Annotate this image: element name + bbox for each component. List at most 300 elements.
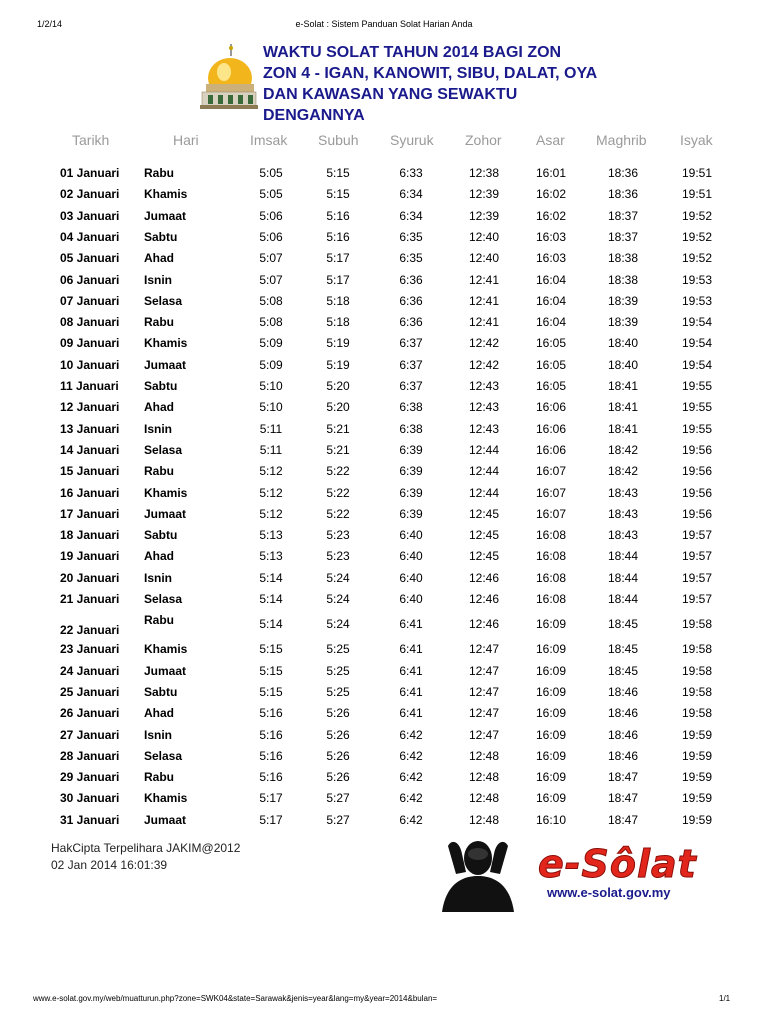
col-head-asar: Asar xyxy=(536,132,565,148)
cell-maghrib: 18:38 xyxy=(607,272,639,287)
cell-maghrib: 18:41 xyxy=(607,400,639,415)
cell-tarikh: 21 Januari xyxy=(60,592,120,606)
cell-asar: 16:09 xyxy=(535,770,567,785)
cell-asar: 16:10 xyxy=(535,812,567,827)
cell-subuh: 5:26 xyxy=(326,748,350,763)
cell-syuruk: 6:41 xyxy=(399,706,423,721)
page-title xyxy=(263,42,683,126)
table-row xyxy=(0,507,768,525)
cell-imsak: 5:14 xyxy=(259,617,283,632)
cell-syuruk: 6:38 xyxy=(399,421,423,436)
cell-tarikh: 13 Januari xyxy=(60,421,120,436)
cell-maghrib: 18:44 xyxy=(607,570,639,585)
print-header-date: 1/2/14 xyxy=(37,19,63,29)
cell-maghrib: 18:43 xyxy=(607,485,639,500)
cell-subuh: 5:25 xyxy=(326,684,350,699)
table-row xyxy=(0,315,768,333)
cell-maghrib: 18:44 xyxy=(607,592,639,606)
cell-asar: 16:09 xyxy=(535,663,567,678)
cell-hari: Rabu xyxy=(144,613,174,628)
cell-subuh: 5:24 xyxy=(326,617,350,632)
cell-tarikh: 19 Januari xyxy=(60,549,120,564)
cell-asar: 16:09 xyxy=(535,684,567,699)
cell-tarikh: 01 Januari xyxy=(60,166,120,180)
cell-isyak: 19:52 xyxy=(681,208,713,223)
cell-asar: 16:06 xyxy=(535,421,567,436)
cell-maghrib: 18:37 xyxy=(607,229,639,244)
cell-zohor: 12:44 xyxy=(468,485,500,500)
cell-subuh: 5:15 xyxy=(326,187,350,202)
cell-zohor: 12:43 xyxy=(468,379,500,393)
cell-syuruk: 6:39 xyxy=(399,464,423,479)
cell-imsak: 5:16 xyxy=(259,727,283,742)
cell-maghrib: 18:41 xyxy=(607,421,639,436)
table-header xyxy=(0,132,768,152)
cell-zohor: 12:44 xyxy=(468,464,500,479)
cell-tarikh: 09 Januari xyxy=(60,336,120,351)
title-line-1: WAKTU SOLAT TAHUN 2014 BAGI ZON xyxy=(263,44,562,61)
table-row xyxy=(0,251,768,269)
cell-tarikh: 20 Januari xyxy=(60,570,120,585)
cell-zohor: 12:46 xyxy=(468,592,500,606)
cell-isyak: 19:57 xyxy=(681,549,713,564)
cell-isyak: 19:57 xyxy=(681,528,713,543)
table-row xyxy=(0,728,768,746)
cell-asar: 16:09 xyxy=(535,791,567,806)
cell-hari: Khamis xyxy=(144,187,188,202)
cell-hari: Rabu xyxy=(144,770,174,785)
cell-subuh: 5:20 xyxy=(326,400,350,415)
cell-maghrib: 18:39 xyxy=(607,315,639,330)
cell-maghrib: 18:36 xyxy=(607,166,639,180)
table-row xyxy=(0,443,768,461)
cell-imsak: 5:12 xyxy=(259,464,283,479)
cell-tarikh: 06 Januari xyxy=(60,272,120,287)
cell-subuh: 5:23 xyxy=(326,528,350,543)
table-row xyxy=(0,706,768,724)
cell-imsak: 5:09 xyxy=(259,357,283,372)
cell-zohor: 12:40 xyxy=(468,229,500,244)
cell-isyak: 19:56 xyxy=(681,442,713,457)
cell-isyak: 19:51 xyxy=(681,166,713,180)
table-row xyxy=(0,400,768,418)
cell-tarikh: 31 Januari xyxy=(60,812,120,827)
cell-isyak: 19:53 xyxy=(681,293,713,308)
cell-hari: Khamis xyxy=(144,336,188,351)
cell-syuruk: 6:36 xyxy=(399,315,423,330)
cell-subuh: 5:27 xyxy=(326,812,350,827)
cell-zohor: 12:40 xyxy=(468,251,500,266)
cell-isyak: 19:59 xyxy=(681,727,713,742)
table-row xyxy=(0,613,768,638)
cell-tarikh: 04 Januari xyxy=(60,229,120,244)
cell-asar: 16:04 xyxy=(535,293,567,308)
cell-hari: Jumaat xyxy=(144,812,187,827)
cell-maghrib: 18:46 xyxy=(607,684,639,699)
cell-maghrib: 18:47 xyxy=(607,791,639,806)
cell-tarikh: 22 Januari xyxy=(60,623,120,638)
cell-hari: Rabu xyxy=(144,315,174,330)
cell-syuruk: 6:35 xyxy=(399,229,423,244)
cell-syuruk: 6:36 xyxy=(399,293,423,308)
cell-syuruk: 6:37 xyxy=(399,357,423,372)
cell-syuruk: 6:40 xyxy=(399,570,423,585)
cell-tarikh: 28 Januari xyxy=(60,748,120,763)
cell-hari: Rabu xyxy=(144,166,174,180)
cell-imsak: 5:16 xyxy=(259,770,283,785)
cell-asar: 16:09 xyxy=(535,642,567,657)
cell-syuruk: 6:37 xyxy=(399,379,423,393)
cell-zohor: 12:44 xyxy=(468,442,500,457)
cell-zohor: 12:41 xyxy=(468,272,500,287)
cell-subuh: 5:27 xyxy=(326,791,350,806)
cell-hari: Isnin xyxy=(144,421,173,436)
cell-syuruk: 6:39 xyxy=(399,442,423,457)
cell-imsak: 5:14 xyxy=(259,592,283,606)
cell-syuruk: 6:36 xyxy=(399,272,423,287)
cell-imsak: 5:16 xyxy=(259,706,283,721)
cell-isyak: 19:59 xyxy=(681,812,713,827)
cell-maghrib: 18:46 xyxy=(607,727,639,742)
cell-isyak: 19:51 xyxy=(681,187,713,202)
cell-hari: Sabtu xyxy=(144,684,178,699)
cell-imsak: 5:17 xyxy=(259,791,283,806)
cell-zohor: 12:47 xyxy=(468,642,500,657)
cell-subuh: 5:24 xyxy=(326,592,350,606)
cell-asar: 16:02 xyxy=(535,187,567,202)
cell-isyak: 19:56 xyxy=(681,485,713,500)
cell-subuh: 5:26 xyxy=(326,770,350,785)
cell-hari: Khamis xyxy=(144,485,188,500)
cell-imsak: 5:06 xyxy=(259,229,283,244)
cell-subuh: 5:16 xyxy=(326,229,350,244)
cell-syuruk: 6:34 xyxy=(399,187,423,202)
cell-isyak: 19:54 xyxy=(681,357,713,372)
cell-tarikh: 14 Januari xyxy=(60,442,120,457)
print-footer-url: www.e-solat.gov.my/web/muatturun.php?zone=SWK04&state=Sarawak&jenis=year&lang=my&year=2014&bulan= xyxy=(33,994,438,1003)
cell-maghrib: 18:36 xyxy=(607,187,639,202)
cell-zohor: 12:45 xyxy=(468,549,500,564)
cell-asar: 16:08 xyxy=(535,592,567,606)
cell-zohor: 12:47 xyxy=(468,684,500,699)
cell-hari: Ahad xyxy=(144,706,174,721)
cell-syuruk: 6:41 xyxy=(399,617,423,632)
cell-zohor: 12:41 xyxy=(468,293,500,308)
cell-tarikh: 24 Januari xyxy=(60,663,120,678)
col-head-hari: Hari xyxy=(173,132,199,148)
table-row xyxy=(0,592,768,610)
title-line-4: DENGANNYA xyxy=(263,107,365,124)
cell-isyak: 19:58 xyxy=(681,706,713,721)
cell-tarikh: 03 Januari xyxy=(60,208,120,223)
cell-imsak: 5:16 xyxy=(259,748,283,763)
cell-tarikh: 30 Januari xyxy=(60,791,120,806)
cell-imsak: 5:15 xyxy=(259,684,283,699)
cell-maghrib: 18:45 xyxy=(607,642,639,657)
cell-imsak: 5:12 xyxy=(259,485,283,500)
praying-man-silhouette-icon xyxy=(442,841,514,912)
table-row xyxy=(0,813,768,831)
cell-imsak: 5:07 xyxy=(259,251,283,266)
cell-asar: 16:05 xyxy=(535,379,567,393)
cell-subuh: 5:22 xyxy=(326,464,350,479)
cell-tarikh: 10 Januari xyxy=(60,357,120,372)
cell-zohor: 12:41 xyxy=(468,315,500,330)
table-row xyxy=(0,187,768,205)
cell-syuruk: 6:34 xyxy=(399,208,423,223)
cell-asar: 16:07 xyxy=(535,506,567,521)
cell-imsak: 5:10 xyxy=(259,400,283,415)
table-row xyxy=(0,571,768,589)
cell-tarikh: 15 Januari xyxy=(60,464,120,479)
cell-zohor: 12:45 xyxy=(468,506,500,521)
cell-tarikh: 17 Januari xyxy=(60,506,120,521)
cell-isyak: 19:58 xyxy=(681,684,713,699)
cell-tarikh: 08 Januari xyxy=(60,315,120,330)
cell-zohor: 12:43 xyxy=(468,421,500,436)
cell-subuh: 5:22 xyxy=(326,485,350,500)
cell-hari: Isnin xyxy=(144,570,173,585)
cell-isyak: 19:53 xyxy=(681,272,713,287)
cell-hari: Ahad xyxy=(144,400,174,415)
cell-zohor: 12:46 xyxy=(468,617,500,632)
cell-asar: 16:08 xyxy=(535,549,567,564)
logo-wordmark: e-Sôlat xyxy=(538,842,697,886)
cell-subuh: 5:24 xyxy=(326,570,350,585)
cell-isyak: 19:54 xyxy=(681,336,713,351)
cell-subuh: 5:26 xyxy=(326,727,350,742)
cell-isyak: 19:55 xyxy=(681,379,713,393)
cell-tarikh: 29 Januari xyxy=(60,770,120,785)
table-row xyxy=(0,549,768,567)
cell-imsak: 5:06 xyxy=(259,208,283,223)
cell-maghrib: 18:45 xyxy=(607,663,639,678)
table-row xyxy=(0,294,768,312)
cell-isyak: 19:52 xyxy=(681,229,713,244)
cell-hari: Selasa xyxy=(144,293,183,308)
cell-imsak: 5:13 xyxy=(259,528,283,543)
cell-maghrib: 18:44 xyxy=(607,549,639,564)
cell-hari: Sabtu xyxy=(144,528,178,543)
cell-hari: Ahad xyxy=(144,549,174,564)
table-row xyxy=(0,685,768,703)
cell-asar: 16:06 xyxy=(535,442,567,457)
table-row xyxy=(0,770,768,788)
cell-maghrib: 18:43 xyxy=(607,528,639,543)
cell-asar: 16:03 xyxy=(535,229,567,244)
table-row xyxy=(0,486,768,504)
cell-maghrib: 18:46 xyxy=(607,748,639,763)
col-head-tarikh: Tarikh xyxy=(72,132,110,148)
cell-subuh: 5:18 xyxy=(326,293,350,308)
cell-imsak: 5:08 xyxy=(259,315,283,330)
cell-subuh: 5:19 xyxy=(326,336,350,351)
cell-zohor: 12:42 xyxy=(468,357,500,372)
cell-hari: Isnin xyxy=(144,727,173,742)
cell-maghrib: 18:47 xyxy=(607,770,639,785)
cell-imsak: 5:17 xyxy=(259,812,283,827)
table-row xyxy=(0,379,768,397)
cell-subuh: 5:15 xyxy=(326,166,350,180)
cell-subuh: 5:19 xyxy=(326,357,350,372)
cell-imsak: 5:14 xyxy=(259,570,283,585)
cell-zohor: 12:43 xyxy=(468,400,500,415)
cell-zohor: 12:48 xyxy=(468,770,500,785)
cell-zohor: 12:45 xyxy=(468,528,500,543)
cell-maghrib: 18:38 xyxy=(607,251,639,266)
cell-subuh: 5:17 xyxy=(326,272,350,287)
cell-hari: Jumaat xyxy=(144,208,187,223)
cell-tarikh: 27 Januari xyxy=(60,727,120,742)
cell-maghrib: 18:41 xyxy=(607,379,639,393)
cell-syuruk: 6:38 xyxy=(399,400,423,415)
cell-subuh: 5:21 xyxy=(326,421,350,436)
cell-zohor: 12:47 xyxy=(468,663,500,678)
cell-subuh: 5:18 xyxy=(326,315,350,330)
cell-imsak: 5:08 xyxy=(259,293,283,308)
cell-isyak: 19:57 xyxy=(681,592,713,606)
table-row xyxy=(0,791,768,809)
cell-syuruk: 6:40 xyxy=(399,592,423,606)
cell-maghrib: 18:40 xyxy=(607,357,639,372)
cell-asar: 16:07 xyxy=(535,485,567,500)
cell-zohor: 12:48 xyxy=(468,791,500,806)
cell-asar: 16:08 xyxy=(535,528,567,543)
cell-imsak: 5:07 xyxy=(259,272,283,287)
cell-tarikh: 25 Januari xyxy=(60,684,120,699)
cell-tarikh: 12 Januari xyxy=(60,400,120,415)
cell-syuruk: 6:39 xyxy=(399,485,423,500)
cell-zohor: 12:46 xyxy=(468,570,500,585)
cell-tarikh: 05 Januari xyxy=(60,251,120,266)
cell-maghrib: 18:42 xyxy=(607,464,639,479)
cell-imsak: 5:11 xyxy=(259,421,283,436)
cell-zohor: 12:47 xyxy=(468,706,500,721)
title-line-3: DAN KAWASAN YANG SEWAKTU xyxy=(263,86,518,103)
cell-zohor: 12:38 xyxy=(468,166,500,180)
cell-imsak: 5:15 xyxy=(259,642,283,657)
cell-imsak: 5:10 xyxy=(259,379,283,393)
cell-isyak: 19:58 xyxy=(681,642,713,657)
cell-asar: 16:06 xyxy=(535,400,567,415)
cell-isyak: 19:55 xyxy=(681,400,713,415)
table-row xyxy=(0,209,768,227)
cell-imsak: 5:12 xyxy=(259,506,283,521)
cell-maghrib: 18:46 xyxy=(607,706,639,721)
cell-asar: 16:05 xyxy=(535,357,567,372)
cell-hari: Isnin xyxy=(144,272,173,287)
cell-zohor: 12:48 xyxy=(468,812,500,827)
cell-zohor: 12:47 xyxy=(468,727,500,742)
cell-isyak: 19:58 xyxy=(681,663,713,678)
col-head-maghrib: Maghrib xyxy=(596,132,647,148)
cell-tarikh: 23 Januari xyxy=(60,642,120,657)
cell-subuh: 5:20 xyxy=(326,379,350,393)
generated-timestamp: 02 Jan 2014 16:01:39 xyxy=(51,858,168,872)
cell-maghrib: 18:42 xyxy=(607,442,639,457)
cell-syuruk: 6:42 xyxy=(399,812,423,827)
cell-hari: Selasa xyxy=(144,592,183,606)
cell-syuruk: 6:41 xyxy=(399,663,423,678)
cell-asar: 16:09 xyxy=(535,617,567,632)
cell-asar: 16:07 xyxy=(535,464,567,479)
cell-syuruk: 6:35 xyxy=(399,251,423,266)
table-row xyxy=(0,336,768,354)
cell-isyak: 19:57 xyxy=(681,570,713,585)
table-row xyxy=(0,273,768,291)
cell-asar: 16:09 xyxy=(535,706,567,721)
cell-maghrib: 18:37 xyxy=(607,208,639,223)
cell-hari: Jumaat xyxy=(144,357,187,372)
table-row xyxy=(0,230,768,248)
cell-tarikh: 07 Januari xyxy=(60,293,120,308)
cell-syuruk: 6:37 xyxy=(399,336,423,351)
cell-maghrib: 18:45 xyxy=(607,617,639,632)
cell-hari: Sabtu xyxy=(144,379,178,393)
cell-zohor: 12:48 xyxy=(468,748,500,763)
table-row xyxy=(0,664,768,682)
cell-imsak: 5:09 xyxy=(259,336,283,351)
cell-subuh: 5:26 xyxy=(326,706,350,721)
cell-subuh: 5:17 xyxy=(326,251,350,266)
cell-hari: Selasa xyxy=(144,442,183,457)
cell-asar: 16:09 xyxy=(535,748,567,763)
cell-isyak: 19:59 xyxy=(681,770,713,785)
cell-subuh: 5:21 xyxy=(326,442,350,457)
cell-maghrib: 18:43 xyxy=(607,506,639,521)
cell-hari: Jumaat xyxy=(144,663,187,678)
cell-syuruk: 6:41 xyxy=(399,642,423,657)
cell-tarikh: 02 Januari xyxy=(60,187,120,202)
cell-maghrib: 18:40 xyxy=(607,336,639,351)
cell-zohor: 12:42 xyxy=(468,336,500,351)
cell-isyak: 19:59 xyxy=(681,748,713,763)
cell-maghrib: 18:47 xyxy=(607,812,639,827)
cell-tarikh: 18 Januari xyxy=(60,528,120,543)
cell-isyak: 19:58 xyxy=(681,617,713,632)
cell-isyak: 19:54 xyxy=(681,315,713,330)
col-head-imsak: Imsak xyxy=(250,132,288,148)
cell-imsak: 5:11 xyxy=(259,442,283,457)
cell-subuh: 5:25 xyxy=(326,663,350,678)
cell-asar: 16:09 xyxy=(535,727,567,742)
cell-hari: Selasa xyxy=(144,748,183,763)
cell-syuruk: 6:42 xyxy=(399,727,423,742)
cell-syuruk: 6:41 xyxy=(399,684,423,699)
col-head-subuh: Subuh xyxy=(318,132,359,148)
cell-imsak: 5:15 xyxy=(259,663,283,678)
cell-syuruk: 6:42 xyxy=(399,791,423,806)
cell-syuruk: 6:42 xyxy=(399,770,423,785)
cell-hari: Khamis xyxy=(144,642,188,657)
table-row xyxy=(0,422,768,440)
cell-hari: Khamis xyxy=(144,791,188,806)
cell-subuh: 5:16 xyxy=(326,208,350,223)
table-row xyxy=(0,528,768,546)
cell-subuh: 5:25 xyxy=(326,642,350,657)
cell-imsak: 5:13 xyxy=(259,549,283,564)
cell-asar: 16:08 xyxy=(535,570,567,585)
cell-tarikh: 26 Januari xyxy=(60,706,120,721)
col-head-zohor: Zohor xyxy=(465,132,502,148)
table-row xyxy=(0,464,768,482)
cell-imsak: 5:05 xyxy=(259,166,283,180)
cell-syuruk: 6:33 xyxy=(399,166,423,180)
logo-url: www.e-solat.gov.my xyxy=(547,885,671,900)
cell-subuh: 5:23 xyxy=(326,549,350,564)
cell-tarikh: 11 Januari xyxy=(60,379,119,393)
cell-zohor: 12:39 xyxy=(468,208,500,223)
